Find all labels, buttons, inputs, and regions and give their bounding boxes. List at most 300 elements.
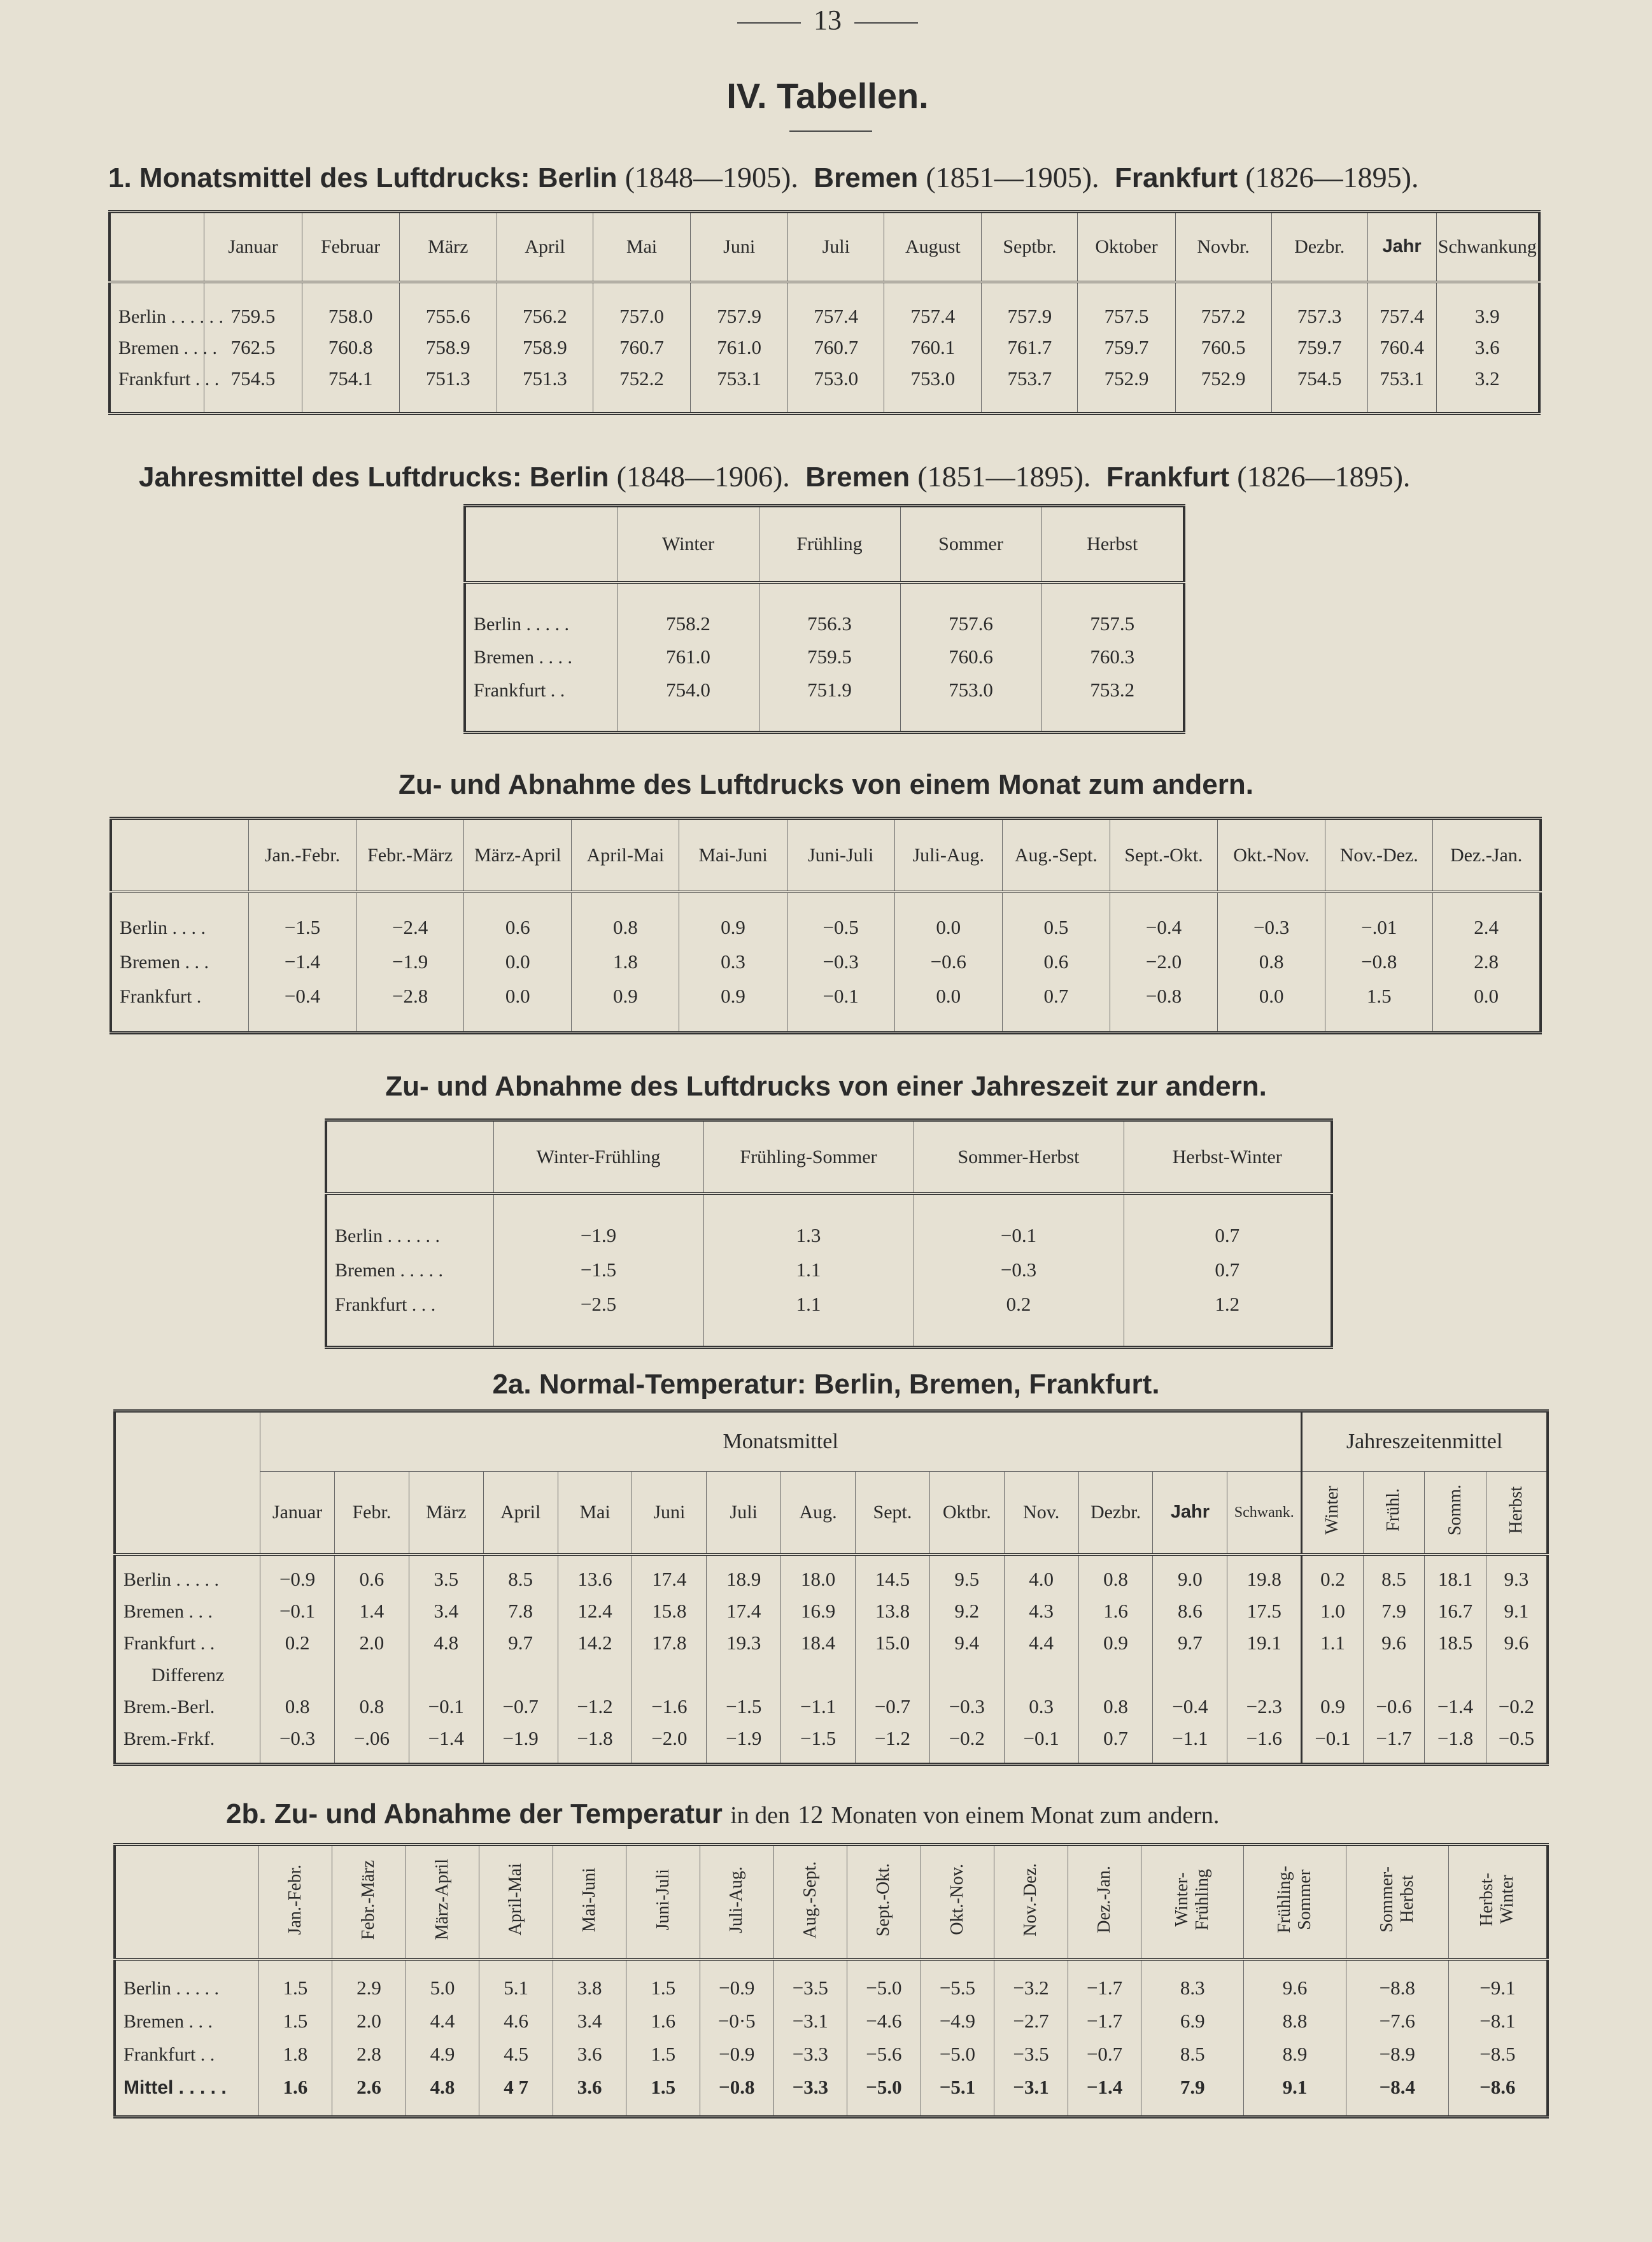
table1-title [108,160,1418,194]
cell: −0.7 [483,1691,558,1723]
column-header: Mai [558,1472,632,1555]
cell: 4.9 [406,2038,479,2071]
cell: 1.5 [258,2005,332,2038]
cell: −1.9 [483,1723,558,1755]
cell: 751.3 [497,363,593,395]
table6-title-main: 2b. Zu- und Abnahme der Temperatur [226,1798,723,1830]
cell: −1.5 [248,911,356,945]
cell: 4.3 [1004,1596,1078,1628]
cell: 757.4 [1367,301,1436,332]
column-header: Nov.-Dez. [1020,1863,1041,1936]
table1-title-main: 1. Monatsmittel des Luftdrucks: Berlin [108,162,618,194]
cell: 7.9 [1141,2071,1244,2105]
table2-row [465,674,1184,707]
row-label: Frankfurt . . [124,2044,215,2065]
cell: −1.4 [248,945,356,980]
table4-title: Zu- und Abnahme des Luftdrucks von einer Jahreszeit zur andern. [385,1071,1267,1102]
column-header: Frühling- Sommer [1274,1866,1315,1934]
cell: −2.0 [1110,945,1217,980]
cell: −4.6 [847,2005,921,2038]
cell: −3.5 [994,2038,1068,2071]
cell: 759.5 [759,641,900,674]
cell: 2.9 [332,1972,406,2005]
row-label: Frankfurt . . [474,680,565,701]
cell: 3.9 [1436,301,1539,332]
cell: 751.9 [759,674,900,707]
cell: −1.2 [558,1691,632,1723]
column-header: Juni-Juli [787,819,894,892]
column-header: Sept. [856,1472,930,1555]
cell: 18.1 [1425,1564,1486,1596]
cell: −4.9 [921,2005,994,2038]
cell: 8.5 [483,1564,558,1596]
cell: −0.1 [914,1219,1124,1253]
table6-title [226,1798,1219,1830]
cell: 0.2 [260,1628,335,1660]
cell: 0.8 [1078,1691,1153,1723]
table6-row [115,1972,1548,2005]
cell: 0.7 [1078,1723,1153,1755]
row-label: Frankfurt . . . [118,368,220,390]
cell: −3.3 [773,2038,847,2071]
cell: 13.6 [558,1564,632,1596]
cell: 753.0 [884,363,982,395]
cell: 18.5 [1425,1628,1486,1660]
cell: 8.6 [1153,1596,1227,1628]
cell: 757.9 [691,301,788,332]
cell: 760.5 [1175,332,1271,363]
cell: 753.0 [900,674,1041,707]
cell: 1.0 [1302,1596,1364,1628]
cell: −8.8 [1346,1972,1448,2005]
column-header: Juni [691,212,788,282]
column-header: März-April [432,1859,452,1940]
cell: 19.1 [1227,1628,1302,1660]
column-header: Jahr [1367,212,1436,282]
cell: 3.4 [553,2005,626,2038]
table1-row [109,332,1539,363]
cell: −0.3 [1218,911,1325,945]
cell: 757.6 [900,608,1041,641]
column-header: Juli-Aug. [894,819,1002,892]
season-header: Somm. [1444,1484,1465,1536]
cell: 1.6 [258,2071,332,2105]
row-label: Frankfurt . [120,986,202,1007]
cell: 4 7 [479,2071,553,2105]
table1-row [109,301,1539,332]
cell: 9.5 [929,1564,1004,1596]
cell: 0.3 [679,945,787,980]
cell: −5.5 [921,1972,994,2005]
group-header-monthly: Monatsmittel [260,1411,1302,1472]
cell: 4.4 [1004,1628,1078,1660]
cell: 0.9 [679,980,787,1014]
column-header: Jan.-Febr. [285,1865,305,1935]
cell: 758.9 [399,332,497,363]
cell: 9.6 [1363,1628,1425,1660]
cell: 16.9 [781,1596,856,1628]
cell: 760.8 [302,332,399,363]
cell: 8.9 [1244,2038,1346,2071]
cell: −1.5 [493,1253,703,1288]
table1-row [109,363,1539,395]
cell: 17.8 [632,1628,707,1660]
cell: −2.0 [632,1723,707,1755]
cell: −8.6 [1448,2071,1548,2105]
cell: 754.1 [302,363,399,395]
cell: −0·5 [700,2005,773,2038]
cell: −0.4 [1110,911,1217,945]
table1-span-frankfurt: (1826—1895). [1245,161,1419,194]
cell: −0.2 [1486,1691,1548,1723]
cell: 8.8 [1244,2005,1346,2038]
column-header: Sept.-Okt. [873,1863,894,1936]
table6-row [115,2038,1548,2071]
column-header: Dezbr. [1078,1472,1153,1555]
cell: 14.5 [856,1564,930,1596]
cell: 752.9 [1078,363,1175,395]
cell: 759.7 [1078,332,1175,363]
cell: 758.2 [618,608,759,641]
cell: −0.1 [409,1691,483,1723]
column-header: Jahr [1153,1472,1227,1555]
cell: 761.0 [618,641,759,674]
cell: 751.3 [399,363,497,395]
cell: −2.3 [1227,1691,1302,1723]
cell: 3.5 [409,1564,483,1596]
cell: 2.0 [332,2005,406,2038]
row-label: Bremen . . . . [118,337,217,358]
cell: 2.0 [335,1628,409,1660]
cell: 1.6 [1078,1596,1153,1628]
cell: 1.5 [258,1972,332,2005]
cell: 0.2 [914,1288,1124,1322]
table3-row [111,945,1541,980]
cell: 7.9 [1363,1596,1425,1628]
cell: −0.1 [260,1596,335,1628]
cell: 753.7 [982,363,1078,395]
page-number: 13 [700,4,955,36]
table5-row [115,1723,1548,1755]
cell: −3.3 [773,2071,847,2105]
cell: 17.4 [707,1596,781,1628]
row-label: Bremen . . . [120,952,209,973]
cell: 0.8 [1078,1564,1153,1596]
cell: −.01 [1325,911,1433,945]
cell: 754.5 [204,363,302,395]
column-header: Febr.-März [357,819,464,892]
cell: −3.1 [773,2005,847,2038]
cell: 18.4 [781,1628,856,1660]
cell: 0.7 [1124,1219,1332,1253]
column-header: Juni-Juli [653,1869,673,1931]
cell: −9.1 [1448,1972,1548,2005]
cell: −8.1 [1448,2005,1548,2038]
cell: 1.5 [626,1972,700,2005]
column-header: April [497,212,593,282]
cell: −0.1 [1004,1723,1078,1755]
column-header: Juli [707,1472,781,1555]
cell: −1.4 [409,1723,483,1755]
cell: −1.7 [1068,2005,1141,2038]
cell: −2.5 [493,1288,703,1322]
cell: 0.5 [1002,911,1110,945]
cell: 2.4 [1433,911,1541,945]
cell: 753.0 [788,363,884,395]
cell: 9.0 [1153,1564,1227,1596]
row-label: Berlin . . . . . . [335,1225,440,1246]
cell: 1.1 [703,1253,914,1288]
table4-row [326,1219,1332,1253]
cell: 1.8 [572,945,679,980]
column-header: Herbst- Winter [1477,1873,1518,1927]
cell: 2.8 [332,2038,406,2071]
column-header: Januar [260,1472,335,1555]
column-header: Dez.-Jan. [1094,1866,1114,1934]
cell: −0.7 [856,1691,930,1723]
cell: 19.3 [707,1628,781,1660]
cell: −5.0 [847,1972,921,2005]
cell: −0.4 [1153,1691,1227,1723]
cell: 0.0 [894,980,1002,1014]
table1-bremen-label: Bremen [814,162,919,194]
column-header: Schwankung [1436,212,1539,282]
column-header: April-Mai [572,819,679,892]
cell: −0.9 [700,1972,773,2005]
row-label: Mittel . . . . . [124,2077,227,2098]
cell: 9.7 [1153,1628,1227,1660]
column-header: Sept.-Okt. [1110,819,1217,892]
cell: 1.2 [1124,1288,1332,1322]
cell: −0.8 [1110,980,1217,1014]
cell: −0.7 [1068,2038,1141,2071]
cell: 9.6 [1244,1972,1346,2005]
cell: 754.0 [618,674,759,707]
row-label: Berlin . . . . . . [118,306,223,327]
cell: −0.8 [700,2071,773,2105]
cell: 762.5 [204,332,302,363]
column-header: Winter [618,506,759,582]
column-header: April [483,1472,558,1555]
cell: 2.8 [1433,945,1541,980]
column-header: Nov.-Dez. [1325,819,1433,892]
cell: −3.5 [773,1972,847,2005]
column-header: Oktober [1078,212,1175,282]
cell: 0.9 [572,980,679,1014]
table2-bremen-label: Bremen [805,462,910,493]
cell: 18.9 [707,1564,781,1596]
row-label: Bremen . . . [124,1601,213,1622]
cell: 3.6 [1436,332,1539,363]
cell: −1.1 [781,1691,856,1723]
column-header: März [399,212,497,282]
cell: 4.4 [406,2005,479,2038]
table2-row [465,608,1184,641]
cell: 3.6 [553,2071,626,2105]
cell: 1.1 [703,1288,914,1322]
column-header: Okt.-Nov. [947,1864,967,1936]
cell: 760.7 [593,332,690,363]
column-header: Schwank. [1227,1472,1302,1555]
cell: 13.8 [856,1596,930,1628]
table6-title-rest: in den [730,1802,791,1829]
column-header: Aug.-Sept. [1002,819,1110,892]
cell: 753.1 [1367,363,1436,395]
cell: 758.0 [302,301,399,332]
cell: −3.2 [994,1972,1068,2005]
cell: 3.2 [1436,363,1539,395]
column-header: Mai-Juni [679,819,787,892]
column-header: Winter- Frühling [1172,1869,1213,1931]
cell: 0.8 [260,1691,335,1723]
table4-row [326,1253,1332,1288]
cell: −3.1 [994,2071,1068,2105]
cell: 8.3 [1141,1972,1244,2005]
cell: 757.4 [884,301,982,332]
cell: 0.8 [335,1691,409,1723]
cell: 758.9 [497,332,593,363]
table1 [108,210,1541,415]
cell: −0.8 [1325,945,1433,980]
cell: −1.7 [1068,1972,1141,2005]
cell: 0.0 [464,980,572,1014]
row-label: Brem.-Berl. [124,1696,215,1717]
cell: 1.6 [626,2005,700,2038]
cell: 1.3 [703,1219,914,1253]
row-label: Bremen . . . . [474,647,572,668]
cell: −5.6 [847,2038,921,2071]
row-label: Differenz [151,1665,225,1686]
cell: 760.6 [900,641,1041,674]
cell: 755.6 [399,301,497,332]
table5-row [115,1660,1548,1691]
season-header: Frühl. [1383,1488,1404,1532]
cell: 0.6 [464,911,572,945]
cell: 760.3 [1041,641,1184,674]
column-header: März [409,1472,483,1555]
cell: 0.9 [1078,1628,1153,1660]
cell: −1.4 [1425,1691,1486,1723]
table6 [113,1843,1549,2119]
cell: −8.9 [1346,2038,1448,2071]
cell: −0.3 [929,1691,1004,1723]
table2-span-berlin: (1848—1906). [616,460,790,493]
cell: 9.1 [1486,1596,1548,1628]
cell: −0.5 [787,911,894,945]
cell: 757.3 [1271,301,1367,332]
cell: 759.7 [1271,332,1367,363]
cell: 760.1 [884,332,982,363]
cell: −5.0 [921,2038,994,2071]
cell: −1.4 [1068,2071,1141,2105]
row-label: Frankfurt . . [124,1633,215,1654]
cell: 4.0 [1004,1564,1078,1596]
cell: 15.0 [856,1628,930,1660]
table4-row [326,1288,1332,1322]
cell: −7.6 [1346,2005,1448,2038]
table2-frankfurt-label: Frankfurt [1106,462,1230,493]
cell: 0.8 [1218,945,1325,980]
cell: −5.1 [921,2071,994,2105]
column-header: Februar [302,212,399,282]
cell: −1.7 [1363,1723,1425,1755]
group-header-seasonal: Jahreszeitenmittel [1302,1411,1548,1472]
cell: −0.2 [929,1723,1004,1755]
cell: 14.2 [558,1628,632,1660]
cell: 757.4 [788,301,884,332]
cell: 5.0 [406,1972,479,2005]
cell: 3.6 [553,2038,626,2071]
cell: 19.8 [1227,1564,1302,1596]
column-header: Septbr. [982,212,1078,282]
cell: −1.5 [707,1691,781,1723]
table5-row [115,1596,1548,1628]
table3-row [111,911,1541,945]
table5-row [115,1628,1548,1660]
column-header: Mai [593,212,690,282]
cell: 7.8 [483,1596,558,1628]
table3-row [111,980,1541,1014]
table6-row [115,2005,1548,2038]
row-label: Brem.-Frkf. [124,1728,215,1749]
cell: 9.7 [483,1628,558,1660]
cell: −0.1 [1302,1723,1364,1755]
section-heading: IV. Tabellen. [726,76,929,116]
cell: 0.2 [1302,1564,1364,1596]
cell: 753.2 [1041,674,1184,707]
cell: 4.6 [479,2005,553,2038]
column-header: Frühling-Sommer [703,1120,914,1194]
cell: 0.7 [1124,1253,1332,1288]
cell: 752.9 [1175,363,1271,395]
table1-span-bremen: (1851—1905). [926,161,1099,194]
column-header: Novbr. [1175,212,1271,282]
cell: −0.3 [787,945,894,980]
cell: −1.1 [1153,1723,1227,1755]
column-header: Nov. [1004,1472,1078,1555]
table2-title [139,460,1410,493]
cell: 0.6 [335,1564,409,1596]
cell: −0.1 [787,980,894,1014]
cell: 3.4 [409,1596,483,1628]
cell: 757.9 [982,301,1078,332]
cell: −1.8 [1425,1723,1486,1755]
season-header: Winter [1322,1485,1343,1535]
table5-row [115,1564,1548,1596]
cell: 9.4 [929,1628,1004,1660]
row-label: Berlin . . . . . [124,1978,219,1999]
cell: −1.9 [707,1723,781,1755]
cell: 756.2 [497,301,593,332]
table2-span-frankfurt: (1826—1895). [1237,460,1411,493]
column-header: Dez.-Jan. [1433,819,1541,892]
cell: 0.3 [1004,1691,1078,1723]
cell: 753.1 [691,363,788,395]
column-header: Herbst-Winter [1124,1120,1332,1194]
table4 [325,1118,1333,1349]
cell: 0.0 [1218,980,1325,1014]
cell: 15.8 [632,1596,707,1628]
cell: 1.4 [335,1596,409,1628]
cell: 0.0 [464,945,572,980]
row-label: Bremen . . . [124,2011,213,2032]
column-header: Febr.-März [358,1859,379,1940]
cell: −1.9 [493,1219,703,1253]
cell: 17.5 [1227,1596,1302,1628]
cell: −1.6 [632,1691,707,1723]
cell: 9.1 [1244,2071,1346,2105]
column-header: Mai-Juni [579,1867,600,1932]
